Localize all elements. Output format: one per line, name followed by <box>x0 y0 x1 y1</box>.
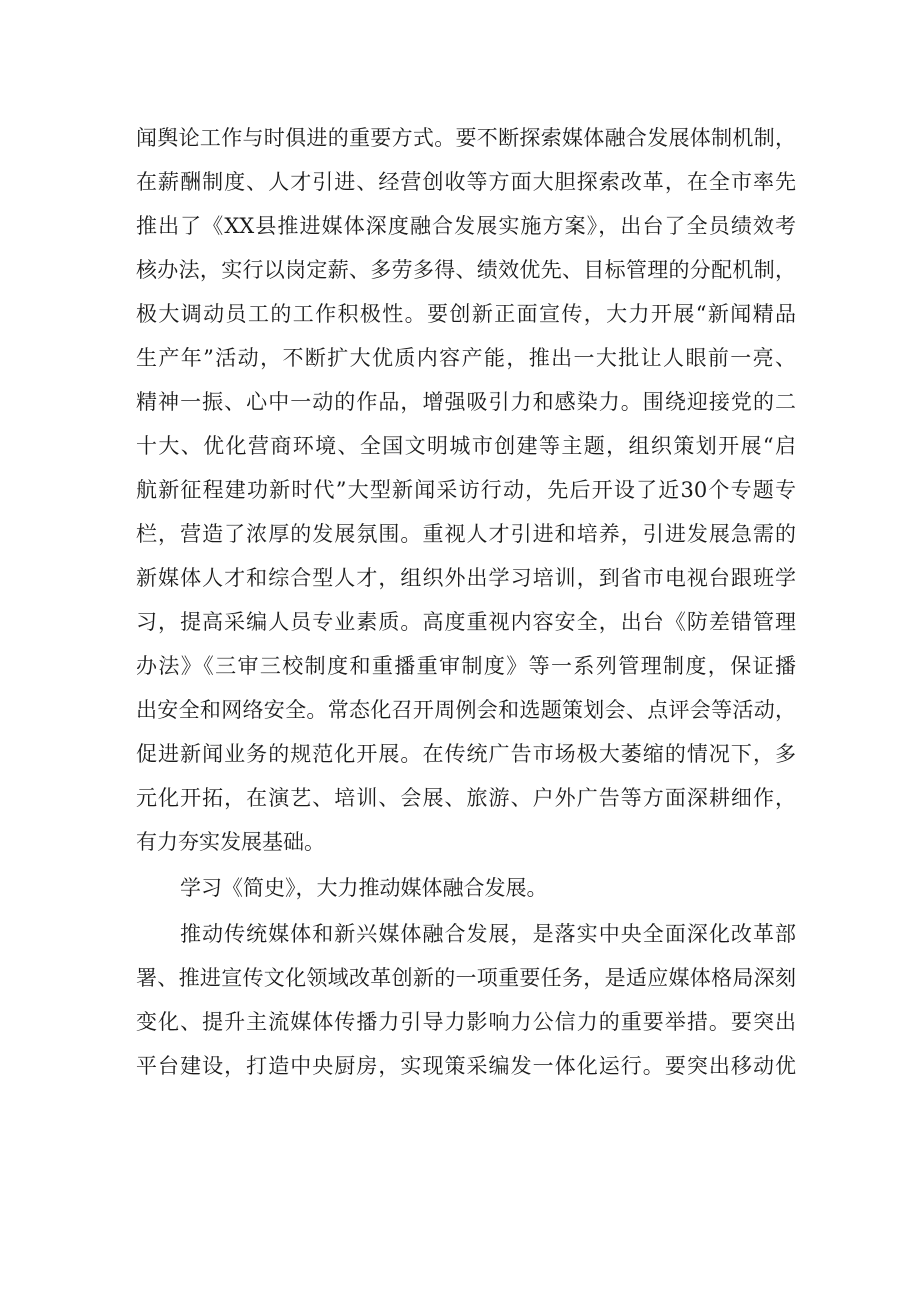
body-line-15: 促进新闻业务的规范化开展。在传统广告市场极大萎缩的情况下，多 <box>136 742 796 766</box>
body-line-4: 核办法，实行以岗定薪、多劳多得、绩效优先、目标管理的分配机制， <box>136 258 796 282</box>
body-line-11: 新媒体人才和综合型人才，组织外出学习培训，到省市电视台跟班学 <box>136 566 796 590</box>
body-line-19: 推动传统媒体和新兴媒体融合发展，是落实中央全面深化改革部 <box>180 922 796 946</box>
body-line-1: 闻舆论工作与时俱进的重要方式。要不断探索媒体融合发展体制机制， <box>136 126 796 150</box>
body-line-8: 十大、优化营商环境、全国文明城市创建等主题，组织策划开展“启 <box>136 434 796 458</box>
body-line-2: 在薪酬制度、人才引进、经营创收等方面大胆探索改革，在全市率先 <box>136 170 796 194</box>
body-line-9: 航新征程建功新时代”大型新闻采访行动，先后开设了近30个专题专 <box>136 478 796 502</box>
body-line-14: 出安全和网络安全。常态化召开周例会和选题策划会、点评会等活动， <box>136 698 796 722</box>
body-line-3: 推出了《XX县推进媒体深度融合发展实施方案》，出台了全员绩效考 <box>136 214 796 238</box>
section-heading: 学习《简史》，大力推动媒体融合发展。 <box>180 876 548 900</box>
body-line-10: 栏，营造了浓厚的发展氛围。重视人才引进和培养，引进发展急需的 <box>136 522 796 546</box>
body-line-21: 变化、提升主流媒体传播力引导力影响力公信力的重要举措。要突出 <box>136 1010 796 1034</box>
body-line-16: 元化开拓，在演艺、培训、会展、旅游、户外广告等方面深耕细作， <box>136 786 796 810</box>
body-line-12: 习，提高采编人员专业素质。高度重视内容安全，出台《防差错管理 <box>136 610 796 634</box>
body-line-5: 极大调动员工的工作积极性。要创新正面宣传，大力开展“新闻精品 <box>136 302 796 326</box>
body-line-17: 有力夯实发展基础。 <box>136 830 325 854</box>
body-line-13: 办法》《三审三校制度和重播重审制度》等一系列管理制度，保证播 <box>136 654 796 678</box>
body-line-20: 署、推进宣传文化领域改革创新的一项重要任务，是适应媒体格局深刻 <box>136 966 796 990</box>
body-line-22: 平台建设，打造中央厨房，实现策采编发一体化运行。要突出移动优 <box>136 1054 796 1078</box>
body-line-6: 生产年”活动，不断扩大优质内容产能，推出一大批让人眼前一亮、 <box>136 346 796 370</box>
body-line-7: 精神一振、心中一动的作品，增强吸引力和感染力。围绕迎接党的二 <box>136 390 796 414</box>
